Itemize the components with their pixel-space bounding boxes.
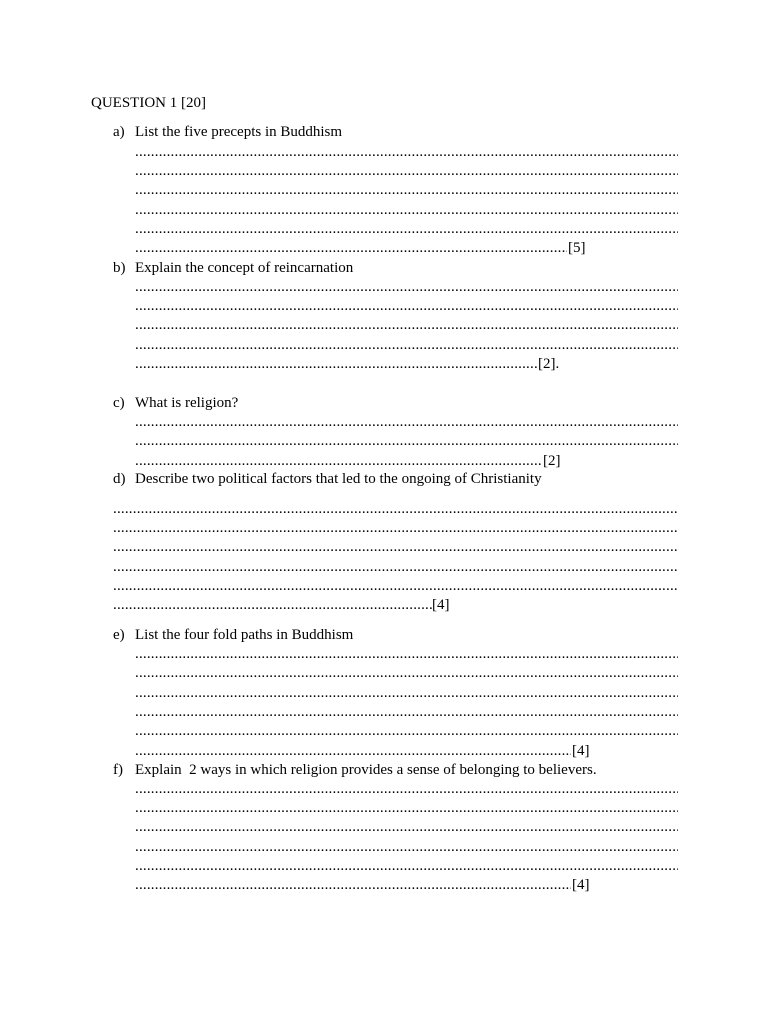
answer-line	[135, 297, 678, 315]
answer-line	[135, 355, 538, 373]
question-d-mark: [4]	[432, 597, 450, 613]
answer-line	[135, 780, 678, 798]
question-c-letter: c)	[113, 395, 125, 411]
answer-line	[135, 162, 678, 180]
answer-line	[113, 500, 678, 518]
answer-line	[135, 432, 678, 450]
answer-line	[113, 558, 678, 576]
answer-line	[135, 838, 678, 856]
question-a-letter: a)	[113, 124, 125, 140]
answer-line	[135, 316, 678, 334]
question-f-mark: [4]	[572, 877, 590, 893]
question-heading: QUESTION 1 [20]	[91, 95, 206, 111]
question-e-letter: e)	[113, 627, 125, 643]
question-b-mark: [2].	[538, 356, 560, 372]
answer-line	[135, 336, 678, 354]
answer-line	[113, 538, 678, 556]
answer-line	[135, 413, 678, 431]
question-c-mark: [2]	[543, 453, 561, 469]
answer-line	[113, 577, 678, 595]
question-a-mark: [5]	[568, 240, 586, 256]
answer-line	[135, 664, 678, 682]
answer-line	[135, 220, 678, 238]
answer-line	[135, 143, 678, 161]
question-a-prompt: List the five precepts in Buddhism	[135, 124, 343, 140]
question-b-prompt: Explain the concept of reincarnation	[135, 260, 354, 276]
answer-line	[113, 596, 432, 614]
answer-line	[135, 857, 678, 875]
question-c-prompt: What is religion?	[135, 395, 239, 411]
answer-line	[135, 876, 571, 894]
answer-line	[135, 201, 678, 219]
answer-line	[135, 742, 571, 760]
question-e-mark: [4]	[572, 743, 590, 759]
answer-line	[113, 519, 678, 537]
answer-line	[135, 703, 678, 721]
answer-line	[135, 684, 678, 702]
answer-line	[135, 181, 678, 199]
question-d-prompt: Describe two political factors that led to the ongoing of Christianity	[135, 471, 542, 487]
answer-line	[135, 818, 678, 836]
question-e-prompt: List the four fold paths in Buddhism	[135, 627, 354, 643]
answer-line	[135, 645, 678, 663]
question-d-letter: d)	[113, 471, 126, 487]
question-f-prompt: Explain 2 ways in which religion provides a sense of belonging to believers.	[135, 762, 597, 778]
answer-line	[135, 239, 567, 257]
question-b-letter: b)	[113, 260, 126, 276]
answer-line	[135, 278, 678, 296]
answer-line	[135, 452, 542, 470]
answer-line	[135, 722, 678, 740]
answer-line	[135, 799, 678, 817]
question-f-letter: f)	[113, 762, 123, 778]
